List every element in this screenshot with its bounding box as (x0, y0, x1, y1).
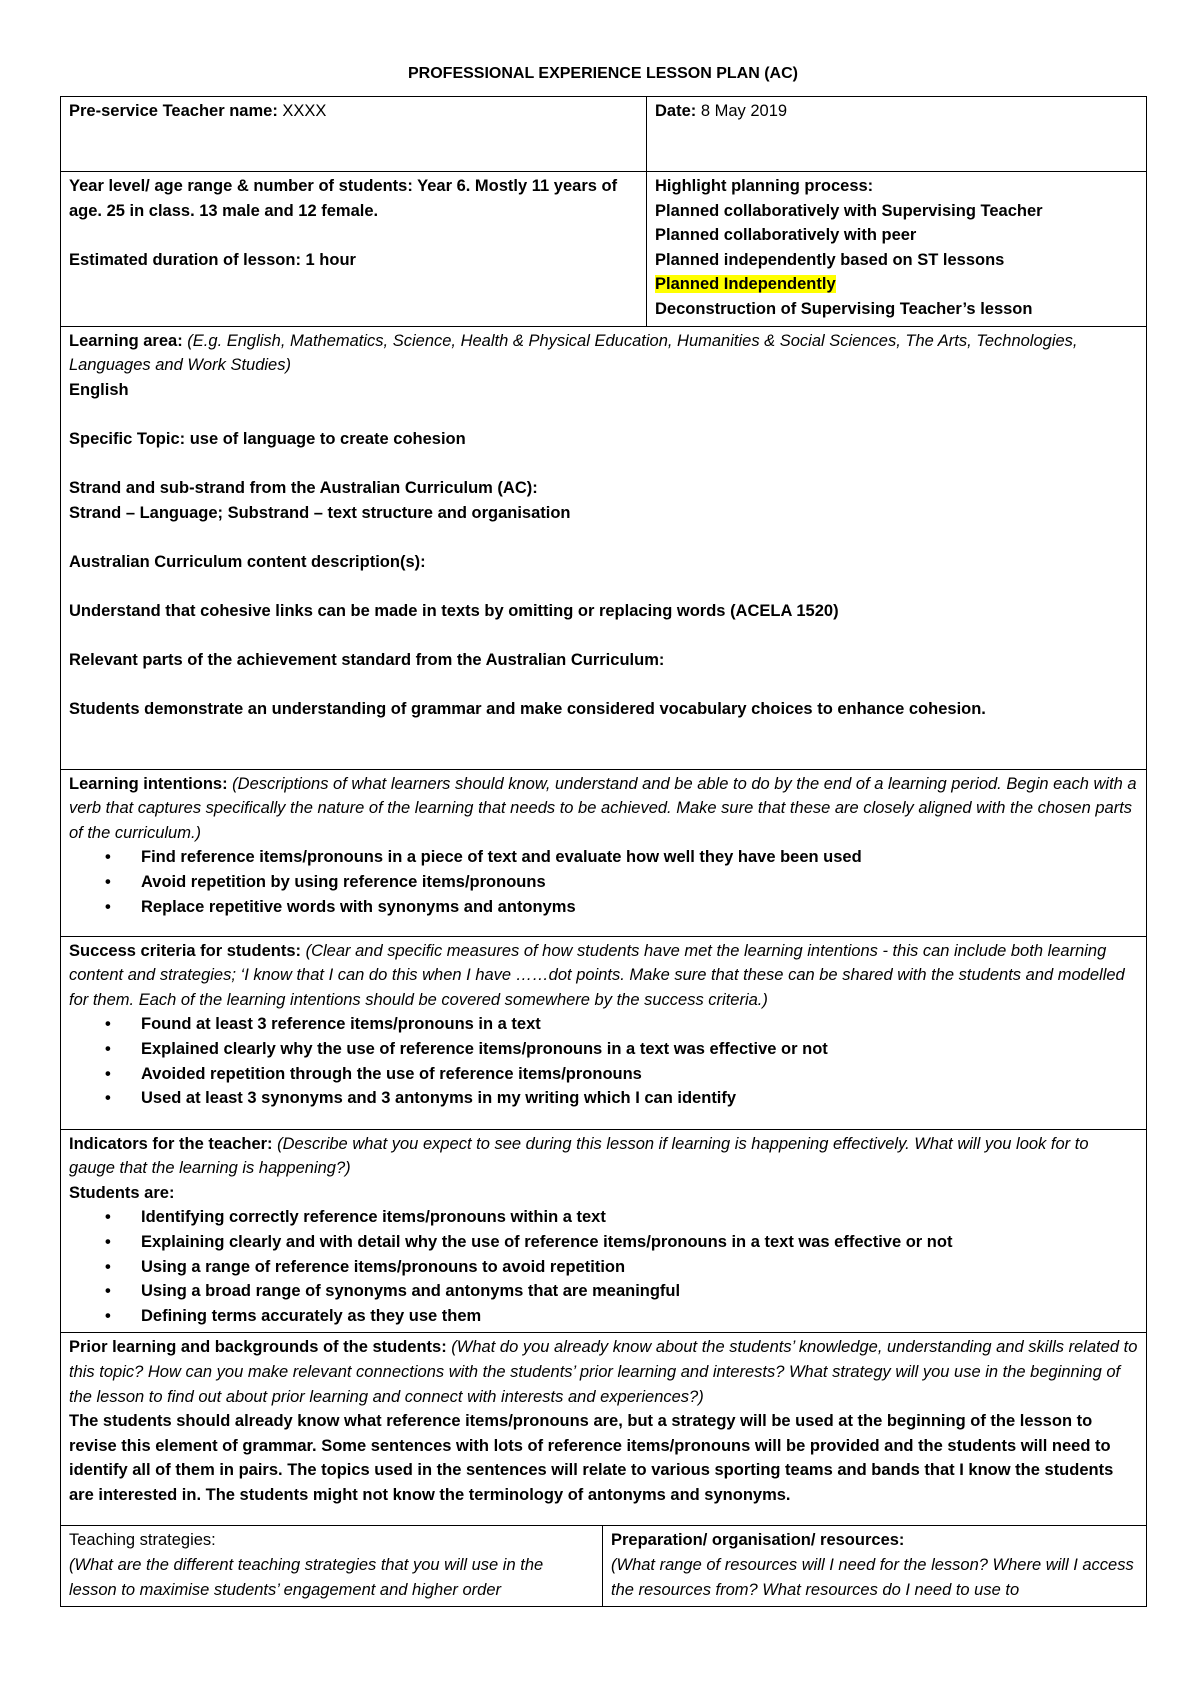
list-item: • Avoid repetition by using reference items/pronouns (141, 870, 1138, 895)
date-cell (647, 97, 1147, 172)
list-item: • Found at least 3 reference items/pronouns in a text (141, 1012, 1138, 1037)
achievement-standard-heading: Relevant parts of the achievement standard from the Australian Curriculum: (69, 651, 665, 670)
planning-option: Deconstruction of Supervising Teacher’s lesson (655, 299, 1033, 318)
list-item: • Avoided repetition through the use of reference items/pronouns (141, 1062, 1138, 1087)
preparation-cell (603, 1526, 1147, 1607)
prior-learning-cell (61, 1333, 1147, 1526)
teaching-strategies-hint: (What are the different teaching strategies that you will use in the lesson to maximise students’ engagement and higher order (69, 1555, 544, 1599)
list-item: • Replace repetitive words with synonyms and antonyms (141, 895, 1138, 920)
planning-option: Planned independently based on ST lessons (655, 250, 1005, 269)
row-prior-learning (61, 1333, 1147, 1526)
teacher-name-value: XXXX (277, 102, 327, 120)
prior-learning-hint: (What do you already know about the students’ knowledge, understanding and skills related to this topic? How can you make relevant connections with the students’ prior learning and interests? What strategy will you use in the beginning of the lesson to find out about prior learning and connect with interests and experiences?) (69, 1338, 1138, 1406)
year-level-cell (61, 172, 647, 327)
planning-option-highlighted: Planned Independently (655, 275, 836, 294)
prior-learning-label: Prior learning and backgrounds of the students: (69, 1338, 447, 1357)
planning-process-heading: Highlight planning process: (655, 177, 874, 195)
specific-topic: Specific Topic: use of language to create cohesion (69, 429, 466, 448)
list-item: • Using a range of reference items/pronouns to avoid repetition (141, 1255, 1138, 1280)
list-item: • Explaining clearly and with detail why the use of reference items/pronouns in a text was effective or not (141, 1230, 1138, 1255)
learning-area-label: Learning area: (69, 331, 183, 350)
learning-area-hint: (E.g. English, Mathematics, Science, Health & Physical Education, Humanities & Social Sciences, The Arts, Technologies, Languages and Work Studies) (69, 331, 1078, 375)
document-title: PROFESSIONAL EXPERIENCE LESSON PLAN (AC) (408, 65, 798, 82)
row-strategies-preparation (61, 1526, 1147, 1607)
planning-process-cell (647, 172, 1147, 327)
success-criteria-list (69, 1012, 1138, 1110)
lesson-plan-page (60, 62, 1146, 1607)
duration-text: Estimated duration of lesson: 1 hour (69, 250, 356, 269)
list-item: • Explained clearly why the use of reference items/pronouns in a text was effective or not (141, 1037, 1138, 1062)
date-label: Date: (655, 102, 697, 120)
indicators-hint: (Describe what you expect to see during this lesson if learning is happening effectively. What will you look for to gauge that the learning is happening?) (69, 1134, 1089, 1178)
success-criteria-hint: (Clear and specific measures of how students have met the learning intentions - this can include both learning content and strategies; ‘I know that I can do this when I have ……dot points. Make sure that these can be shared with the students and modelled for them. Each of the learning intentions should be covered somewhere by the success criteria.) (69, 941, 1125, 1009)
row-success-criteria (61, 936, 1147, 1129)
lesson-plan-table (60, 96, 1147, 1607)
achievement-standard-value: Students demonstrate an understanding of grammar and make considered vocabulary choices to enhance cohesion. (69, 700, 986, 719)
teaching-strategies-label: Teaching strategies: (69, 1531, 216, 1550)
learning-area-value: English (69, 380, 129, 399)
row-teacher-date (61, 97, 1147, 172)
planning-option: Planned collaboratively with peer (655, 226, 917, 245)
list-item: • Used at least 3 synonyms and 3 antonyms in my writing which I can identify (141, 1086, 1138, 1111)
preparation-label: Preparation/ organisation/ resources: (611, 1531, 905, 1550)
strand-value: Strand – Language; Substrand – text structure and organisation (69, 503, 571, 522)
row-indicators (61, 1129, 1147, 1333)
indicators-list (69, 1205, 1138, 1328)
teaching-strategies-cell (61, 1526, 603, 1607)
content-description-value: Understand that cohesive links can be made in texts by omitting or replacing words (ACELA 1520) (69, 602, 839, 621)
indicators-label: Indicators for the teacher: (69, 1134, 273, 1153)
list-item: • Defining terms accurately as they use them (141, 1304, 1138, 1329)
year-level-text: Year level/ age range & number of students: Year 6. Mostly 11 years of age. 25 in class. 13 male and 12 female. (69, 177, 618, 220)
learning-area-cell (61, 326, 1147, 769)
list-item: • Using a broad range of synonyms and antonyms that are meaningful (141, 1279, 1138, 1304)
learning-intentions-hint: (Descriptions of what learners should know, understand and be able to do by the end of a learning period. Begin each with a verb that captures specifically the nature of the learning that needs to be achieved. Make sure that these are closely aligned with the chosen parts of the curriculum.) (69, 774, 1137, 842)
indicators-cell (61, 1129, 1147, 1333)
learning-intentions-cell (61, 769, 1147, 936)
teacher-name-label: Pre-service Teacher name: (69, 102, 278, 120)
learning-intentions-label: Learning intentions: (69, 774, 228, 793)
strand-heading: Strand and sub-strand from the Australian Curriculum (AC): (69, 479, 538, 498)
row-year-planning (61, 172, 1147, 327)
prior-learning-value: The students should already know what reference items/pronouns are, but a strategy will be used at the beginning of the lesson to revise this element of grammar. Some sentences with lots of reference items/pronouns will be provided and the students will need to identify all of them in pairs. The topics used in the sentences will relate to various sporting teams and bands that I know the students are interested in. The students might not know the terminology of antonyms and synonyms. (69, 1412, 1114, 1504)
planning-option: Planned collaboratively with Supervising Teacher (655, 201, 1043, 220)
row-learning-area (61, 326, 1147, 769)
row-learning-intentions (61, 769, 1147, 936)
preparation-hint: (What range of resources will I need for the lesson? Where will I access the resources from? What resources do I need to use to (611, 1555, 1134, 1599)
indicators-lead: Students are: (69, 1183, 175, 1202)
teacher-name-cell (61, 97, 647, 172)
list-item: • Find reference items/pronouns in a piece of text and evaluate how well they have been used (141, 845, 1138, 870)
success-criteria-cell (61, 936, 1147, 1129)
learning-intentions-list (69, 845, 1138, 919)
date-value: 8 May 2019 (696, 102, 788, 120)
list-item: • Identifying correctly reference items/pronouns within a text (141, 1205, 1138, 1230)
success-criteria-label: Success criteria for students: (69, 941, 301, 960)
content-description-heading: Australian Curriculum content description(s): (69, 552, 426, 571)
